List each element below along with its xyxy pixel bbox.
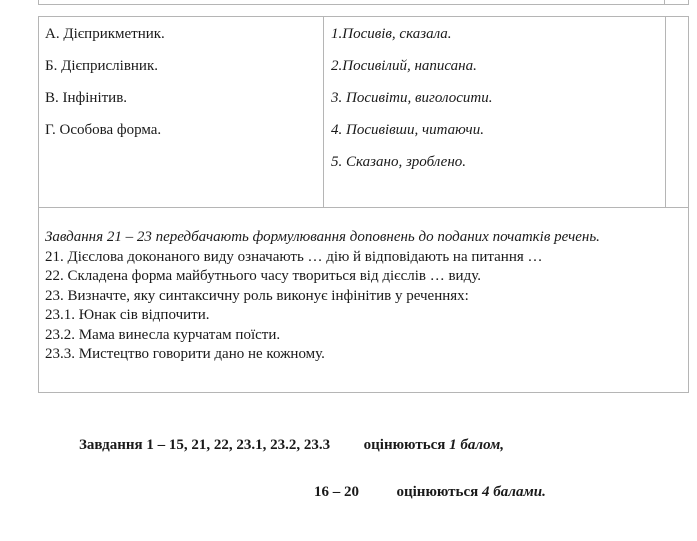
table-top-rule xyxy=(38,4,689,5)
option-item: Б. Дієприслівник. xyxy=(45,58,158,74)
matching-table xyxy=(38,16,689,208)
options-column xyxy=(45,25,165,153)
scoring-range: Завдання 1 – 15, 21, 22, 23.1, 23.2, 23.3 xyxy=(79,437,331,453)
task-line: 21. Дієслова доконаного виду означають … дію й відповідають на питання … xyxy=(45,248,543,265)
scoring-points: 1 балом, xyxy=(449,437,505,453)
tasks-section xyxy=(38,208,689,393)
scoring-points: 4 балами. xyxy=(482,484,546,500)
answer-item: 3. Посивіти, виголосити. xyxy=(331,90,493,106)
task-line: 23. Визначте, яку синтаксичну роль виконує інфінітив у реченнях: xyxy=(45,287,469,304)
answer-item: 4. Посивівши, читаючи. xyxy=(331,122,484,138)
option-item: В. Інфінітив. xyxy=(45,90,128,106)
option-item: Г. Особова форма. xyxy=(45,122,162,138)
task-line: 23.2. Мама винесла курчатам поїсти. xyxy=(45,326,281,343)
task-line: 23.3. Мистецтво говорити дано не кожному. xyxy=(45,346,325,362)
answer-item: 5. Сказано, зроблено. xyxy=(331,154,467,170)
scoring-verb: оцінюються xyxy=(363,437,446,453)
answer-item: 2.Посивілий, написана. xyxy=(331,58,477,74)
answer-item: 1.Посивів, сказала. xyxy=(331,26,452,42)
answers-column xyxy=(331,25,492,185)
tasks-intro: Завдання 21 – 23 передбачають формулювання доповнень до поданих початків речень. xyxy=(45,229,600,245)
scoring-verb: оцінюються xyxy=(396,484,479,500)
column-divider xyxy=(665,17,666,207)
scoring-line-2 xyxy=(314,484,546,501)
task-line: 23.1. Юнак сів відпочити. xyxy=(45,307,210,323)
column-divider xyxy=(323,17,324,207)
option-item: А. Дієприкметник. xyxy=(45,26,165,42)
task-line: 22. Складена форма майбутнього часу твориться від дієслів … виду. xyxy=(45,268,481,284)
scoring-line-1 xyxy=(79,437,504,454)
scoring-range: 16 – 20 xyxy=(314,484,359,500)
